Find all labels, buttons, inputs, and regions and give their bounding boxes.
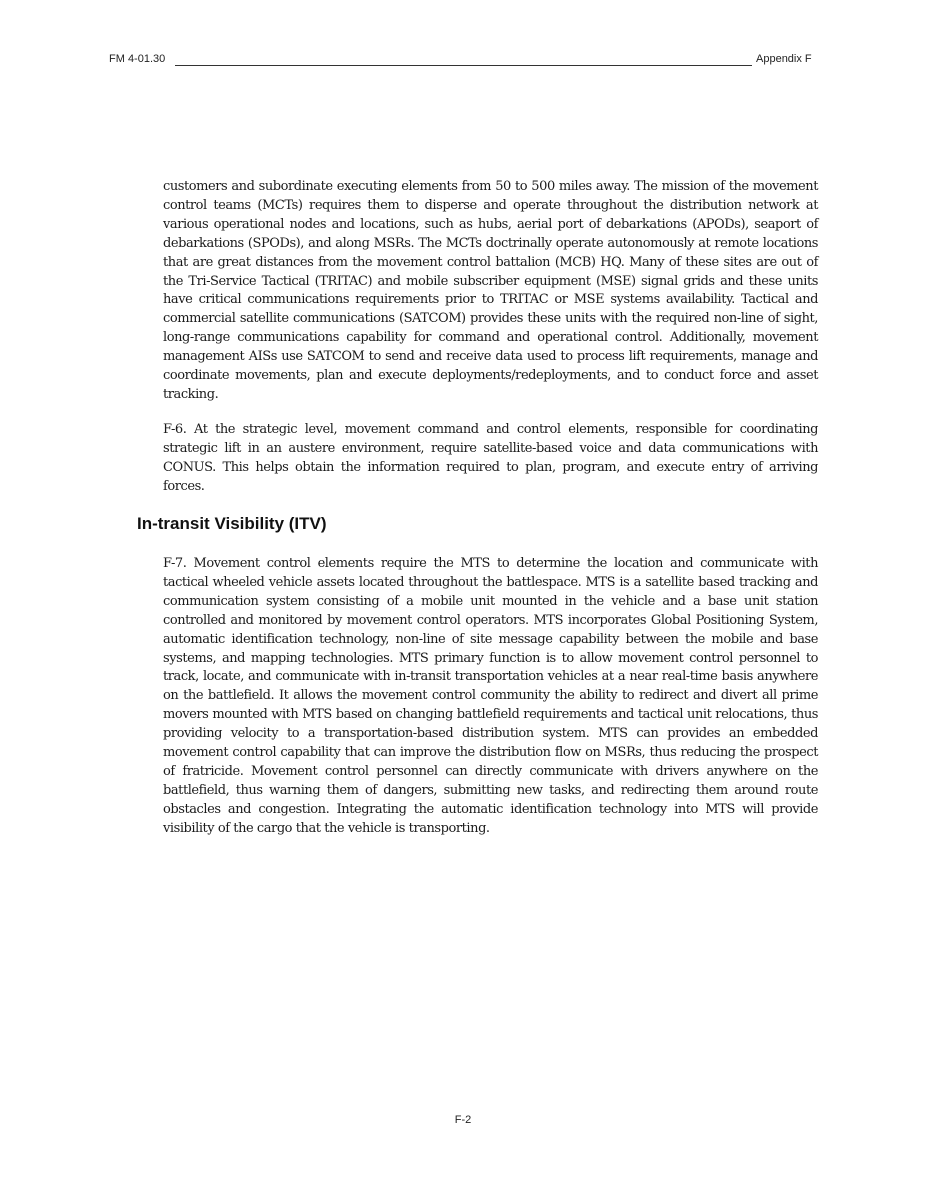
header-appendix-label: Appendix F xyxy=(756,53,812,65)
header-manual-number: FM 4-01.30 xyxy=(109,53,166,65)
header-rule xyxy=(175,65,752,66)
paragraph-f-6: F-6. At the strategic level, movement command and control elements, responsible for coordinating strategic lift in an austere environment, require satellite-based voice and data communications with CONUS. This helps obtain the information required to plan, program, and execute entry of arriving forces. xyxy=(163,422,818,494)
paragraph-continued: customers and subordinate executing elements from 50 to 500 miles away. The mission of the movement control teams (MCTs) requires them to disperse and operate throughout the distribution network at various operational nodes and locations, such as hubs, aerial port of debarkations (APODs), seaport of debarkations (SPODs), and along MSRs. The MCTs doctrinally operate autonomously at remote locations that are great distances from the movement control battalion (MCB) HQ. Many of these sites are out of the Tri-Service Tactical (TRITAC) and mobile subscriber equipment (MSE) signal grids and these units have critical communications requirements prior to TRITAC or MSE systems availability. Tactical and commercial satellite communications (SATCOM) provides these units with the required non-line of sight, long-range communications capability for command and operational control. Additionally, movement management AISs use SATCOM to send and receive data used to process lift requirements, manage and coordinate movements, plan and execute deployments/redeployments, and to conduct force and asset tracking. xyxy=(163,179,818,402)
section-heading: In-transit Visibility (ITV) xyxy=(137,514,327,533)
page-number: F-2 xyxy=(454,1114,472,1126)
paragraph-f-7: F-7. Movement control elements require the MTS to determine the location and communicate with tactical wheeled vehicle assets located throughout the battlespace. MTS is a satellite based tracking and communication system consisting of a mobile unit mounted in the vehicle and a base unit station controlled and monitored by movement control operators. MTS incorporates Global Positioning System, automatic identification technology, non-line of site message capability between the mobile and base systems, and mapping technologies. MTS primary function is to allow movement control personnel to track, locate, and communicate with in-transit transportation vehicles at a near real-time basis anywhere on the battlefield. It allows the movement control community the ability to redirect and divert all prime movers mounted with MTS based on changing battlefield requirements and tactical unit relocations, thus providing velocity to a transportation-based distribution system. MTS can provides an embedded movement control capability that can improve the distribution flow on MSRs, thus reducing the prospect of fratricide. Movement control personnel can directly communicate with drivers anywhere on the battlefield, thus warning them of dangers, submitting new tasks, and redirecting them around route obstacles and congestion. Integrating the automatic identification technology into MTS will provide visibility of the cargo that the vehicle is transporting. xyxy=(163,556,818,836)
